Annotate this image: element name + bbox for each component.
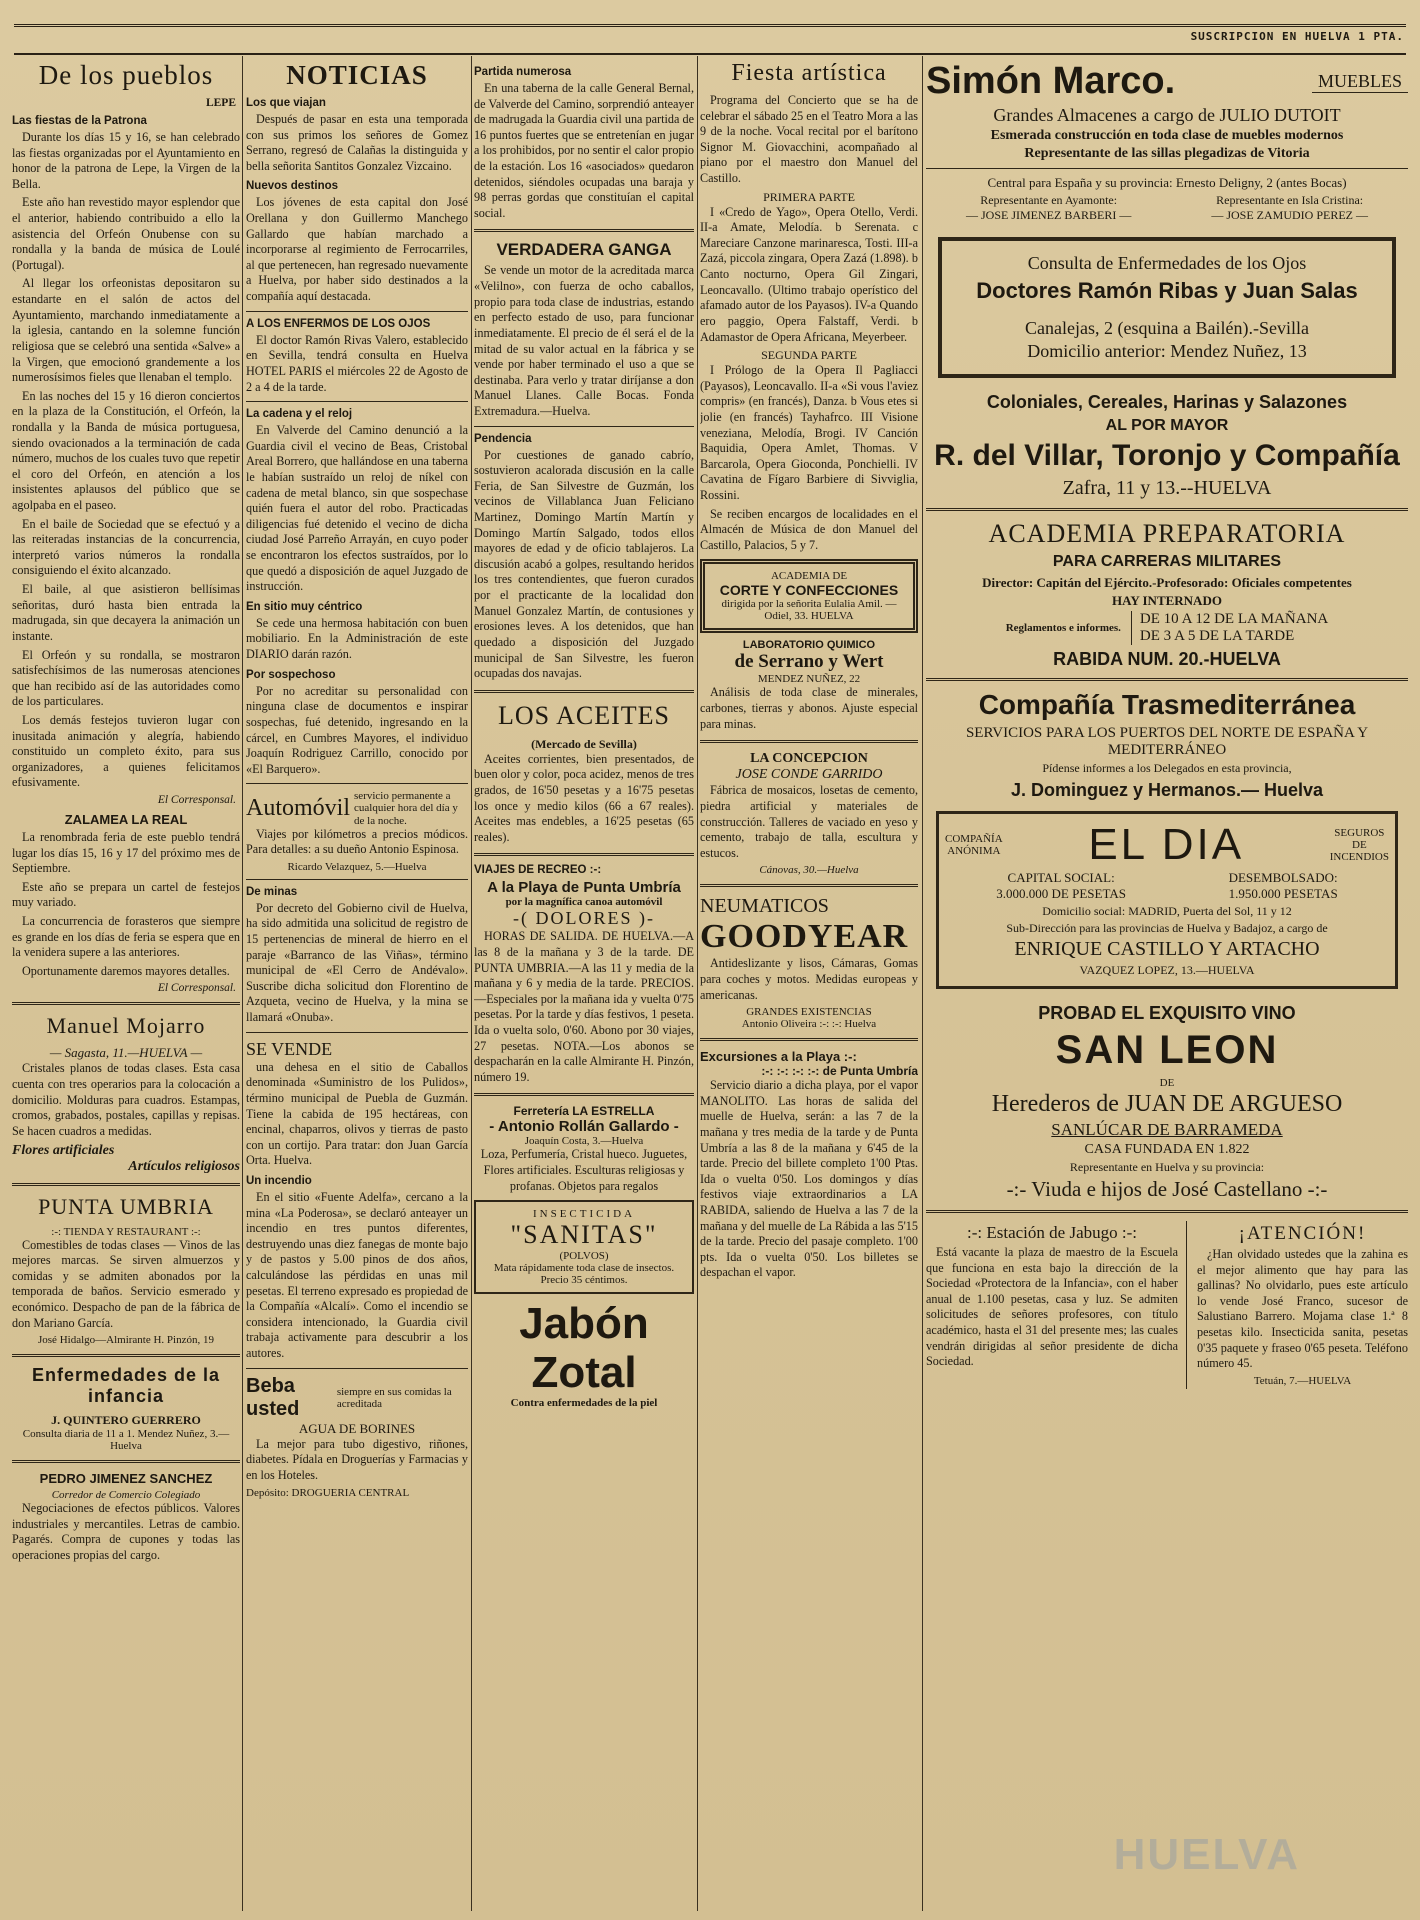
divider: [474, 1093, 694, 1096]
ad-title-lab: de Serrano y Wert: [734, 651, 884, 673]
ad-title-rollan: - Antonio Rollán Gallardo -: [489, 1118, 679, 1136]
ad-head: PROBAD EL EXQUISITO VINO: [1038, 1003, 1296, 1023]
ad-line: HAY INTERNADO: [1112, 593, 1222, 608]
ad-line: Artículos religiosos: [128, 1158, 240, 1174]
ad-line: Coloniales, Cereales, Harinas y Salazones: [986, 392, 1348, 412]
article-head: Por sospechoso: [246, 668, 336, 681]
divider: [12, 1354, 240, 1357]
column-divider: [242, 56, 243, 1911]
ad-line: DE: [1159, 1077, 1175, 1089]
article-head: Pendencia: [474, 432, 532, 445]
ad-line: Representante de las sillas plegadizas de Vitoria: [1024, 146, 1310, 161]
signature: El Corresponsal.: [157, 793, 236, 806]
ad-title-sanitas: "SANITAS": [510, 1220, 658, 1250]
ad-side: siempre en sus comidas la acreditada: [336, 1385, 452, 1410]
ad-title-goodyear: GOODYEAR: [700, 918, 909, 956]
archive-watermark: HUELVA: [1113, 1830, 1300, 1879]
ad-box-sanitas: [474, 1200, 694, 1294]
ad-name: J. Dominguez y Hermanos.— Huelva: [1010, 780, 1324, 800]
program-text: I «Credo de Yago», Opera Otello, Verdi. II-a Amate, Melodía. b Serenata. c Mareciare Canzone marinaresca, Tosti. III-a Zazá, piccola zingara, Opera Zazá (1.898). b Canto nocturno, Opera Gil Zingari, Leoncavallo. (Ultimo trabajo operístico del afamado autor de los Payasos). IV-a Quando ero paggio, Opera Falstaff, Verdi. b Adamastor de Opera Africana, Meyerbeer.: [700, 204, 918, 344]
section-sub: (Mercado de Sevilla): [531, 736, 637, 751]
article-text: Oportunamente daremos mayores detalles.: [22, 963, 230, 978]
article-head: A LOS ENFERMOS DE LOS OJOS: [246, 317, 431, 330]
subscription-note: SUSCRIPCION EN HUELVA 1 PTA.: [1190, 30, 1404, 43]
divider: [246, 311, 468, 312]
article-head: La cadena y el reloj: [246, 408, 353, 421]
rep-name: — JOSE JIMENEZ BARBERI —: [965, 208, 1132, 222]
article-text: La renombrada feria de este pueblo tendrá lugar los días 15, 16 y 17 del próximo mes de Septiembre.: [12, 829, 240, 876]
divider: [246, 1368, 468, 1369]
ad-line: Consulta de Enfermedades de los Ojos: [1027, 253, 1307, 273]
ad-brand: AGUA DE BORINES: [298, 1420, 416, 1436]
article-text: La concurrencia de forasteros que siempre es grande en los días de feria se espera que en la venidera supere a las anteriores.: [12, 914, 240, 960]
ad-line: Director: Capitán del Ejército.-Profesorado: Oficiales competentes: [982, 575, 1352, 590]
ad-head-neumaticos: NEUMATICOS: [700, 895, 829, 918]
ad-address: Zafra, 11 y 13.--HUELVA: [1062, 477, 1272, 499]
column-divider: [922, 56, 923, 1911]
article-text: Después de pasar en esta una temporada con sus primos los señores de Gomez Serrano, regresó de Calañas la distinguida y bella señorita Santitos Gonzalez Vizcaino.: [246, 112, 468, 173]
article-text: El Orfeón y su rondalla, se mostraron satisfechísimos de las numerosas atenciones que han recibido así de las autoridades como de los particulares.: [12, 647, 240, 709]
article-text: En Valverde del Camino denunció a la Guardia civil el vecino de Beas, Cristobal Areal Borrero, que hallándose en una taberna le habían sustraído un reloj de níkel con cadena de metal blanco, sin que sospechase quién fuera el autor del robo. Practicadas diligencias fué detenido el vecino de dicha ciudad José Parreño Arrayán, en cuyo poder se encontraron los efectos sustraídos, por lo que quedó a disposición de aquel Juzgado de instrucción.: [246, 423, 468, 594]
ad-name: Herederos de JUAN DE ARGUESO: [991, 1091, 1343, 1117]
ad-title-concepcion: LA CONCEPCION: [750, 751, 868, 767]
ad-title-eldia: EL DIA: [1088, 820, 1245, 869]
ad-line: GRANDES EXISTENCIAS: [746, 1006, 872, 1019]
ad-text: Fábrica de mosaicos, losetas de cemento, piedra artificial y materiales de construcción. Talleres de vaciado en yeso y cemento, trabajo de talla, escultura y estucos.: [700, 783, 918, 860]
ad-address: Tetuán, 7.—HUELVA: [1253, 1374, 1352, 1387]
ad-line: ANÓNIMA: [947, 845, 1001, 857]
article-text: Por decreto del Gobierno civil de Huelva, ha sido admitida una solicitud de registro de 15 pertenencias de mineral de hierro en el paraje «Barranco de las Viñas», término municipal de «El Cerro de Andévalo». Suscribe dicha solicitud don Florentino de Azqueta, vecino de Huelva, y la mina se llamará «Onuba».: [246, 900, 468, 1025]
ad-text: Análisis de toda clase de minerales, carbones, tierras y abonos. Ajuste especial para minas.: [700, 685, 918, 731]
ad-top: ACADEMIA DE: [770, 570, 848, 583]
ad-line: DE 3 A 5 DE LA TARDE: [1139, 628, 1295, 644]
article-text: Los jóvenes de esta capital don José Orellana y don Guillermo Manchego Gallardo que habían marchado a incorporarse al regimiento de Ferrocarriles, al que pertenecen, han regresado nuevamente a Huelva, por haber sido destinados a la compañía aquí destacada.: [246, 195, 468, 304]
ad-sub: SERVICIOS PARA LOS PUERTOS DEL NORTE DE ESPAÑA Y MEDITERRÁNEO: [965, 725, 1369, 758]
article-head: Nuevos destinos: [246, 180, 339, 193]
divider: [926, 678, 1408, 681]
ad-text: La mejor para tubo digestivo, riñones, diabetes. Pídala en Droguerías y Farmacias y en los Hoteles.: [246, 1436, 468, 1482]
article-text: Este año han revestido mayor esplendor que el anterior, habiendo contribuido a ello la asistencia del Orfeón Onubense con su rondalla y la banda de música de Loulé (Portugal).: [12, 195, 240, 272]
ad-title-automovil: Automóvil: [246, 794, 351, 821]
ad-top: INSECTICIDA: [532, 1208, 636, 1221]
column-1: [12, 60, 240, 1910]
divider: [926, 508, 1408, 511]
ad-title-infancia: Enfermedades de la infancia: [31, 1365, 221, 1407]
column-divider: [471, 56, 472, 1911]
article-text: En las noches del 15 y 16 dieron conciertos en la plaza de la Constitución, el Orfeón, la rondalla y la Banda de música portuguesa, siendo ovacionados a la terminación de cada número, muchos de los cuales tuvo que repetir el coro del Orfeón, en atención a los insistentes aplausos del público que se agolpaba en el paseo.: [12, 388, 240, 513]
article-text: El baile, al que asistieron bellísimas señoritas, duró hasta bien entrada la madrugada, sin que decayera la animación un instante.: [12, 582, 240, 643]
ad-text: Mata rápidamente toda clase de insectos. Precio 35 céntimos.: [493, 1262, 675, 1287]
ad-line: DE: [1352, 839, 1367, 851]
ad-line: Flores artificiales: [12, 1142, 115, 1158]
ad-line: COMPAÑÍA: [945, 833, 1003, 845]
article-text: En una taberna de la calle General Bernal, de Valverde del Camino, sorprendió anteayer de madrugada la Guardia civil una partida de 16 puntos fuertes que se entretenían en jugar a los prohibidos, por no sentir el calor propio de la estación. Los 16 «asociados» quedaron detenidos, siéndoles ocupadas una baraja y 98 perras gordas que constituían el capital social.: [474, 81, 694, 220]
article-head: Partida numerosa: [474, 66, 572, 78]
ad-head: Ferretería LA ESTRELLA: [513, 1104, 655, 1119]
rep-label: Representante en Isla Cristina:: [1216, 193, 1364, 207]
ad-name: JOSE CONDE GARRIDO: [735, 767, 883, 783]
article-text: En el baile de Sociedad que se efectuó y a las reiteradas instancias de la concurrencia, interpretó varios números la rondalla consiguiendo el éxito alcanzado.: [12, 516, 240, 578]
ad-text: Loza, Perfumería, Cristal hueco. Juguetes, Flores artificiales. Esculturas religiosas y profanas. Objetos para regalos: [480, 1147, 688, 1193]
rep-label: Representante en Ayamonte:: [980, 193, 1118, 207]
ad-text: ¿Han olvidado ustedes que la zahina es el mejor alimento que hay para las gallinas? No olvidarlo, pues este artículo lo vende José Franco, sucesor de Salustiano Barrero. Mojama clase 1.ª 8 pesetas kilo. Insecticida sanita, pesetas 0'35 paquete y fraseo 0'65 peseta. Teléfono número 45.: [1197, 1247, 1408, 1371]
divider: [474, 690, 694, 693]
section-title-noticias: NOTICIAS: [286, 60, 428, 90]
ad-line: Domicilio social: MADRID, Puerta del Sol, 11 y 12: [1042, 904, 1292, 918]
column-divider: [697, 56, 698, 1911]
ad-title-viajes: A la Playa de Punta Umbría: [487, 879, 681, 897]
ad-text: dirigida por la señorita Eulalia Amil. — Odiel, 33. HUELVA: [721, 598, 897, 623]
ad-line: Reglamentos e informes.: [1005, 622, 1121, 634]
article-head: Los que viajan: [246, 97, 326, 109]
ad-head: LABORATORIO QUIMICO: [742, 639, 876, 652]
ad-text: Consulta diaria de 11 a 1. Mendez Nuñez, 3.—Huelva: [22, 1428, 230, 1453]
town-lepe: LEPE: [205, 97, 236, 109]
column-3: [474, 60, 694, 1910]
divider: [246, 401, 468, 402]
ad-address: Ricardo Velazquez, 5.—Huelva: [287, 860, 427, 873]
ad-head: VIAJES DE RECREO :-:: [474, 864, 602, 877]
ad-line: Pídense informes a los Delegados en esta provincia,: [1042, 761, 1292, 775]
ad-name: -:- Viuda e hijos de José Castellano -:-: [1006, 1177, 1328, 1201]
ad-address: VAZQUEZ LOPEZ, 13.—HUELVA: [1079, 963, 1255, 977]
ad-text: HORAS DE SALIDA. DE HUELVA.—A las 8 de la mañana y 3 de la tarde. DE PUNTA UMBRIA.—A las 11 y media de la mañana y 6 y media de la tarde. PRECIOS.—Especiales por la mañana ida y vuelta 0'75 pesetas. Por la tarde y días festivos, 1 peseta. Ida o vuelta solo, 0'60. Abono por 30 viajes, 27 pesetas. NOTA.—Los abonos se despacharán en la calle Almirante H. Pinzón, número 19.: [474, 929, 694, 1084]
divider: [12, 1460, 240, 1463]
ad-text: Comestibles de todas clases — Vinos de las mejores marcas. Se sirven almuerzos y comidas y se admiten abonados por la temporada de baños. Servicio esmerado y económico. Despacho de pan de la fábrica de don Mariano García.: [12, 1237, 240, 1330]
ad-line: SEGUROS: [1334, 827, 1385, 839]
column-5: [926, 60, 1408, 1910]
column-4: [700, 60, 918, 1910]
ad-title-academia: ACADEMIA PREPARATORIA: [988, 519, 1346, 548]
ad-box-corte: [700, 559, 918, 633]
divider: [700, 884, 918, 887]
article-text: Se reciben encargos de localidades en el Almacén de Música de don Manuel del Castillo, Palacios, 5 y 7.: [700, 506, 918, 552]
article-head: Las fiestas de la Patrona: [12, 115, 147, 127]
ad-line: INCENDIOS: [1329, 851, 1389, 863]
header-rule: [14, 24, 1406, 55]
ad-title-atencion: ¡ATENCIÓN!: [1238, 1223, 1367, 1244]
article-head: En sitio muy céntrico: [246, 600, 363, 613]
article-text: En el sitio «Fuente Adelfa», cercano a la mina «La Poderosa», se declaró anteayer un incendio en tres puntos diferentes, destruyendo unas diez fanegas de monte bajo y de pastos y 5.00 pinos de dos años, calculándose las pérdidas en unas mil pesetas. El terreno expresado es propiedad de la Compañía «Alcalí». Como el incendio se considera intencionado, la Guardia civil trabaja activamente para descubrir a los autores.: [246, 1189, 468, 1361]
ad-title-zotal: Jabón Zotal: [519, 1299, 649, 1397]
ad-sub: :-: TIENDA Y RESTAURANT :-:: [51, 1225, 201, 1238]
program-head: PRIMERA PARTE: [763, 189, 855, 204]
ad-address: — Sagasta, 11.—HUELVA —: [49, 1045, 203, 1061]
divider: [246, 879, 468, 880]
article-text: Aceites corrientes, bien presentados, de buen olor y color, poca acidez, menos de tres grados, de 16'50 pesetas y a 16'75 pesetas los once y medio kilos (66 a 67 reales). Aceites mas endebles, a 16'25 pesetas (65 reales).: [474, 751, 694, 844]
article-text: Programa del Concierto que se ha de celebrar el sábado 25 en el Teatro Mora a las 9 de la noche. Vocal recital por el barítono Signor M. Giovacchini, acompañado al piano por el maestro don Manuel del Castillo.: [700, 93, 918, 186]
ad-line: SANLÚCAR DE BARRAMEDA: [1051, 1120, 1283, 1139]
ad-doctor: J. QUINTERO GUERRERO: [51, 1413, 201, 1428]
ad-address: Joaquín Costa, 3.—Huelva: [524, 1135, 644, 1148]
ad-title-simon: Simón Marco.: [926, 60, 1176, 102]
divider: [474, 229, 694, 232]
ad-line: 1.950.000 PESETAS: [1228, 886, 1338, 901]
divider: [926, 1210, 1408, 1213]
ad-text: una dehesa en el sitio de Caballos denominada «Suministro de los Pulidos», término municipal de Puebla de Guzmán. Tiene la cabida de 195 hectáreas, con encinal, chaparros, olivos y tierras de pasto con un cortijo. Para tratar: don Juan García Orta. Huelva.: [246, 1059, 468, 1168]
article-text: Se cede una hermosa habitación con buen mobiliario. En la Administración de este DIARIO darán razón.: [246, 615, 468, 662]
divider: [474, 426, 694, 427]
article-head: Un incendio: [246, 1174, 312, 1187]
ad-text: Viajes por kilómetros a precios módicos. Para detalles: a su dueño Antonio Espinosa.: [246, 826, 468, 857]
section-title-fiesta: Fiesta artística: [731, 60, 887, 86]
ad-title-sanleon: SAN LEON: [1055, 1028, 1279, 1072]
article-text: El doctor Ramón Rivas Valero, establecido en Sevilla, tendrá consulta en Huelva HOTEL PARIS el miércoles 22 de Agosto de 2 a 4 de la tarde.: [246, 332, 468, 394]
article-text: Durante los días 15 y 16, se han celebrado las fiestas organizadas por el Ayuntamiento en honor de la patrona de Lepe, la Virgen de la Bella.: [12, 130, 240, 191]
ad-title-mojarro: Manuel Mojarro: [46, 1013, 206, 1039]
ad-title-trasmed: Compañía Trasmediterránea: [978, 689, 1356, 720]
ad-title-punta: PUNTA UMBRIA: [38, 1193, 214, 1219]
ad-title-ganga: VERDADERA GANGA: [496, 240, 672, 260]
article-text: Por cuestiones de ganado cabrío, sostuvieron acalorada discusión en la calle Feria, de San Silvestre de Guzmán, los vecinos de Villablanca Juan Feliciano Martinez, Domingo Martín Martín y Domingo Martín Salgado, todos ellos mayores de edad y de oficio tablajeros. La discusión acabó a golpes, resultando heridos los tres contendientes, que fueron curados por el practicante de la localidad don Manuel Gonzalez Martín, de contusiones y erosiones leves. A los detenidos, que han quedado a disposición del Juzgado municipal de San Silvestre, les fueron ocupadas dos navajas.: [474, 447, 694, 681]
ad-sub: (POLVOS): [559, 1250, 609, 1263]
divider: [246, 1032, 468, 1033]
ad-line: DE 10 A 12 DE LA MAÑANA: [1139, 611, 1329, 627]
section-title-pueblos: De los pueblos: [38, 60, 214, 90]
ad-address: MENDEZ NUÑEZ, 22: [757, 673, 861, 686]
ad-title-villar: R. del Villar, Toronjo y Compañía: [934, 439, 1400, 472]
ad-line: Grandes Almacenes a cargo de JULIO DUTOIT: [993, 105, 1341, 125]
town-zalamea: ZALAMEA LA REAL: [64, 811, 188, 827]
ad-sub: :-: :-: :-: :-: de Punta Umbría: [761, 1064, 918, 1079]
ad-name: ENRIQUE CASTILLO Y ARTACHO: [1014, 938, 1320, 960]
ad-sub: Corredor de Comercio Colegiado: [51, 1489, 201, 1502]
ad-line: CASA FUNDADA EN 1.822: [1084, 1142, 1250, 1157]
ad-boat: -( DOLORES )-: [513, 908, 655, 929]
ad-line: Sub-Dirección para las provincias de Huelva y Badajoz, a cargo de: [1006, 921, 1328, 935]
divider: [246, 783, 468, 784]
ad-box-eldia: [936, 811, 1398, 989]
ad-text: Está vacante la plaza de maestro de la Escuela que funciona en esta bajo la dirección de la Sociedad «Protectora de la Infancia», con el haber anual de 1.100 pesetas, casa y luz. Se admiten solicitudes de señores profesores, con título académico, hasta el 31 del presente mes; las cuales vendrán dirigidas al señor presidente de dicha Sociedad.: [926, 1245, 1178, 1369]
ad-title-corte: CORTE Y CONFECCIONES: [719, 582, 899, 599]
section-title-aceites: LOS ACEITES: [497, 700, 671, 730]
ad-title-vende: SE VENDE: [246, 1038, 333, 1059]
article-text: Por no acreditar su personalidad con ninguna clase de documentos e inspirar sospechas, fué detenido, ingresando en la cárcel, en Cumbres Mayores, el individuo Joaquín Rodriguez Carrillo, conocido por «El Barquero».: [246, 683, 468, 776]
ad-line: DESEMBOLSADO:: [1228, 870, 1338, 885]
ad-address: José Hidalgo—Almirante H. Pinzón, 19: [38, 1334, 214, 1347]
ad-line: CAPITAL SOCIAL:: [1007, 870, 1115, 885]
divider: [926, 168, 1408, 169]
ad-sub: por la magnífica canoa automóvil: [505, 896, 663, 909]
ad-line: 3.000.000 DE PESETAS: [996, 886, 1126, 901]
rep-name: — JOSE ZAMUDIO PEREZ —: [1211, 208, 1368, 222]
ad-address: Cánovas, 30.—Huelva: [759, 864, 859, 877]
divider: [12, 1183, 240, 1186]
ad-title-excursiones: Excursiones a la Playa :-:: [700, 1049, 857, 1065]
article-text: Este año se prepara un cartel de festejos muy variado.: [12, 879, 240, 910]
ad-text: Se vende un motor de la acreditada marca «Velilno», con fuerza de ocho caballos, propio para toda clase de industrias, estando en perfecto estado de uso, para funcionar inmediatamente. El precio de él será el de la mitad de su valor actual en la fábrica y se vende por haber terminado el uso a que se destinaba. Para verlo y tratar diríjanse a don Manuel Llanes. Calle Bocas. Fonda Extremadura.—Huelva.: [474, 263, 694, 418]
ad-title-doctores: Doctores Ramón Ribas y Juan Salas: [976, 278, 1358, 303]
column-2: [246, 60, 468, 1910]
ad-side: servicio permanente a cualquier hora del día y de la noche.: [354, 790, 458, 827]
divider: [700, 1038, 918, 1041]
ad-address: Depósito: DROGUERIA CENTRAL: [246, 1486, 410, 1499]
ad-text: Antideslizante y lisos, Cámaras, Gomas para coches y motos. Medidas europeas y americanas.: [700, 956, 918, 1002]
program-text: I Prólogo de la Opera Il Pagliacci (Payasos), Leoncavallo. II-a «Si vous l'aviez compris» (en francés), Danza. b Vous etes si jolie (en francés) Tayhafrco. III Visione veneziana, Melodía, Brogi. IV Canción Baquidia, Opera Amlet, Thomas. V Barcarola, Opera Gioconda, Ponchielli. IV Cavatina de Fígaro Barbiere di Sivviglia, Rossini.: [700, 363, 918, 503]
ad-address: Antonio Oliveira :-: :-: Huelva: [741, 1018, 877, 1031]
divider: [12, 1002, 240, 1005]
ad-title-pedro: PEDRO JIMENEZ SANCHEZ: [39, 1471, 213, 1487]
article-head: De minas: [246, 885, 298, 898]
ad-title-jabugo: :-: Estación de Jabugo :-:: [967, 1223, 1137, 1242]
ad-title-beba: Beba usted: [246, 1374, 300, 1420]
ad-box-ojos: [938, 237, 1396, 378]
ad-line: Central para España y su provincia: Ernesto Deligny, 2 (antes Bocas): [987, 175, 1347, 190]
ad-line: Representante en Huelva y su provincia:: [1069, 1160, 1265, 1174]
article-text: Al llegar los orfeonistas depositaron su estandarte en el salón de actos del Ayuntamiento, marchando inmediatamente a la iglesia, cantando en la solemne función religiosa que se celebró una sentida «Salve» a la Virgen, que emocionó grandemente a los numerosísimos fieles que llenaban el templo.: [12, 276, 240, 385]
ad-address: RABIDA NUM. 20.-HUELVA: [1053, 649, 1281, 669]
signature: El Corresponsal.: [157, 982, 236, 995]
ad-muebles: MUEBLES: [1312, 71, 1408, 93]
article-text: Los demás festejos tuvieron lugar con inusitada animación y alegría, habiendo constituido un completo éxito, para sus organizadores, a quienes felicitamos efusivamente.: [12, 712, 240, 790]
ad-text: Negociaciones de efectos públicos. Valores industriales y mercantiles. Letras de cambio. Pagarés. Compra de cupones y todas las operaciones propias del cargo.: [12, 1501, 240, 1562]
ad-sub: PARA CARRERAS MILITARES: [1052, 553, 1282, 570]
ad-text: Cristales planos de todas clases. Esta casa cuenta con tres operarios para la colocación a domicilio. Molduras para cuadros. Estampas, cromos, grabados, postales, capillas y repisas. Se hacen cuadros a medidas.: [12, 1061, 240, 1138]
ad-line: Domicilio anterior: Mendez Nuñez, 13: [1027, 341, 1307, 361]
divider: [700, 740, 918, 743]
divider: [474, 853, 694, 856]
ad-line: Esmerada construcción en toda clase de muebles modernos: [990, 128, 1344, 143]
program-head: SEGUNDA PARTE: [761, 348, 857, 363]
ad-text: Servicio diario a dicha playa, por el vapor MANOLITO. Las horas de salida del muelle de Huelva, serán: a las 7 de la mañana y tres media de la tarde y de Punta Umbría a las 8 de la mañana y 6'45 de la tarde. Precio del billete completo 1'00 Ptas. Ida o vuelta 0'50. Los domingos y días festivos viaje extraordinarios a LA RABIDA, saliendo de Huelva a las 7 de la mañana y del muelle de La Rábida a las 5'15 de la tarde. Precio del pasaje completo. 1'00 pts. Ida o vuelta 0'50. Los billetes se despachan el vapor.: [700, 1078, 918, 1280]
ad-line: Canalejas, 2 (esquina a Bailén).-Sevilla: [1025, 318, 1309, 338]
ad-sub: Contra enfermedades de la piel: [510, 1397, 658, 1410]
ad-line: AL POR MAYOR: [1105, 417, 1229, 434]
